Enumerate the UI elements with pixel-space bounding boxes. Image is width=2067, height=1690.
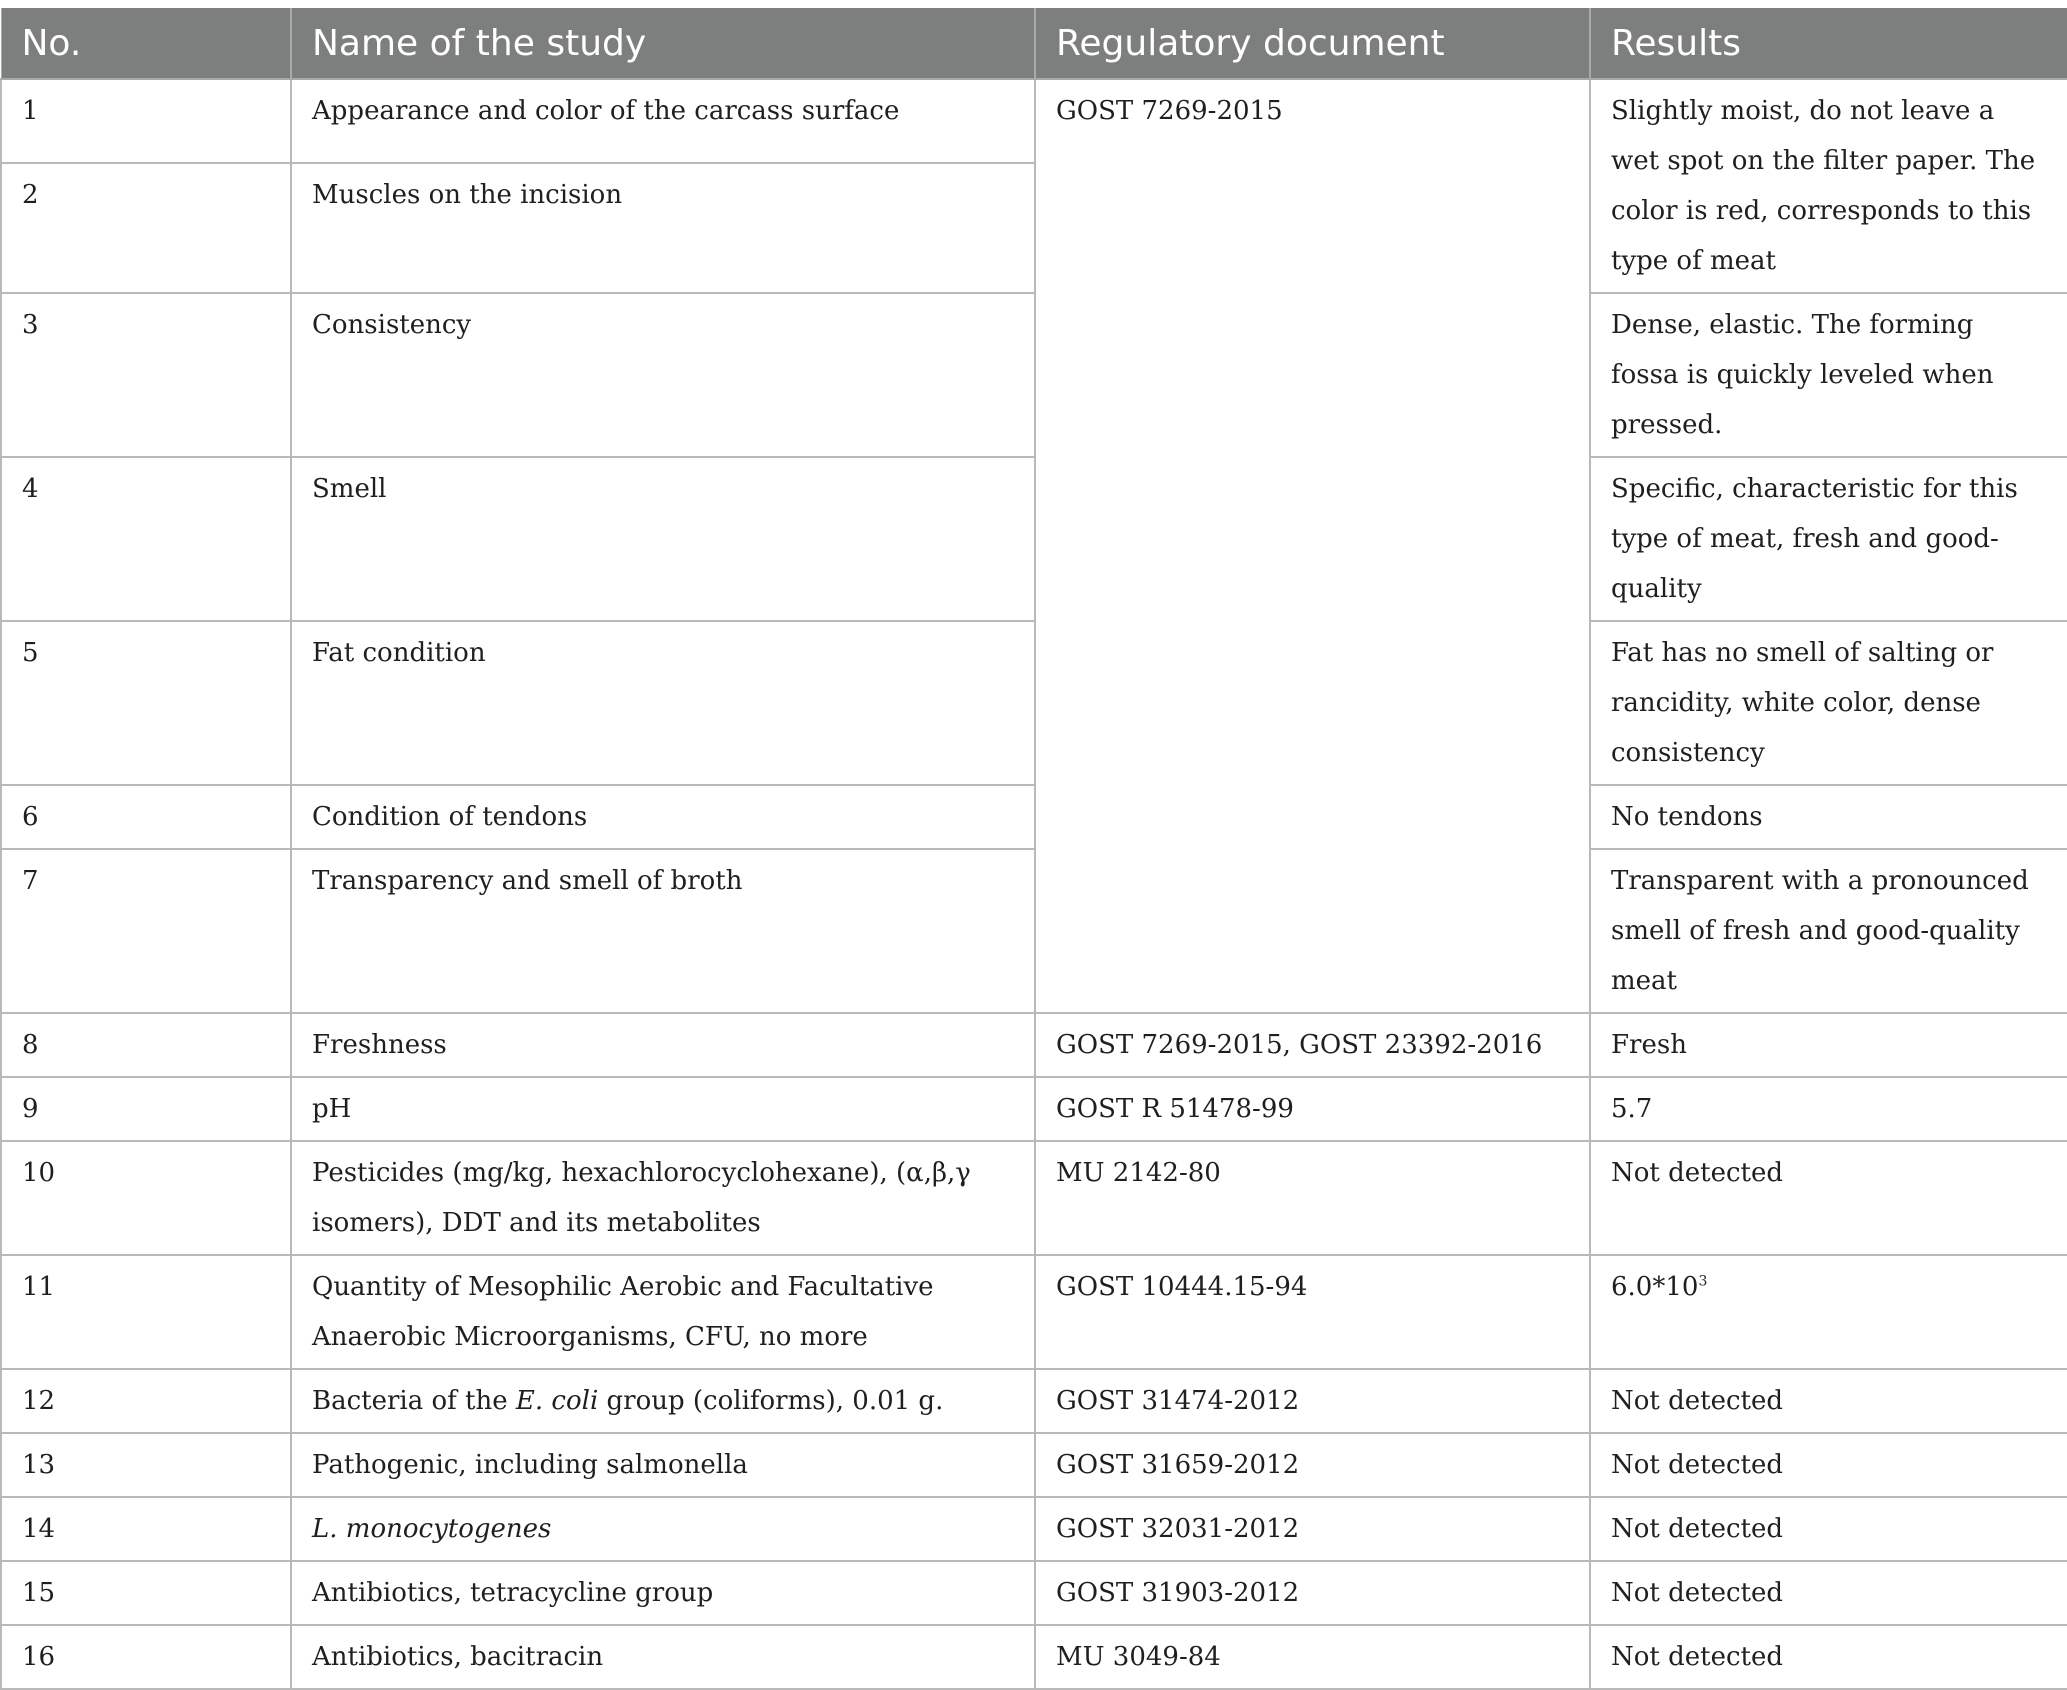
cell-no: 5 [1,621,291,785]
table-row [1,79,2067,163]
cell-name: Fat condition [291,621,1035,785]
cell-result: Not detected [1590,1625,2067,1689]
cell-regulatory: GOST 32031-2012 [1035,1497,1590,1561]
name-part: group (coliforms), 0.01 g. [598,1386,944,1416]
cell-regulatory: GOST 31659-2012 [1035,1433,1590,1497]
cell-name: Smell [291,457,1035,621]
cell-name [291,1497,1035,1561]
cell-regulatory: GOST 31474-2012 [1035,1369,1590,1433]
cell-regulatory: GOST 10444.15-94 [1035,1255,1590,1369]
cell-regulatory: MU 2142-80 [1035,1141,1590,1255]
table-row [1,1369,2067,1433]
table-row [1,785,2067,849]
cell-result: Fresh [1590,1013,2067,1077]
cell-name: Quantity of Mesophilic Aerobic and Facultative Anaerobic Microorganisms, CFU, no more [291,1255,1035,1369]
cell-name: Transparency and smell of broth [291,849,1035,1013]
cell-result: Not detected [1590,1497,2067,1561]
cell-no: 11 [1,1255,291,1369]
header-results: Results [1590,8,2067,79]
cell-result: Not detected [1590,1141,2067,1255]
table-row [1,621,2067,785]
cell-name: Appearance and color of the carcass surface [291,79,1035,163]
cell-no: 10 [1,1141,291,1255]
cell-name: Antibiotics, tetracycline group [291,1561,1035,1625]
cell-result: Dense, elastic. The forming fossa is quickly leveled when pressed. [1590,293,2067,457]
cell-regulatory-merged: GOST 7269-2015 [1035,79,1590,1013]
header-name: Name of the study [291,8,1035,79]
cell-name: Consistency [291,293,1035,457]
cell-no: 3 [1,293,291,457]
cell-result: Not detected [1590,1561,2067,1625]
cell-result: Not detected [1590,1433,2067,1497]
cell-no: 16 [1,1625,291,1689]
cell-regulatory: GOST R 51478-99 [1035,1077,1590,1141]
results-table-container [0,8,2067,1690]
cell-result: 5.7 [1590,1077,2067,1141]
table-row [1,849,2067,1013]
cell-no: 1 [1,79,291,163]
cell-name: Pathogenic, including salmonella [291,1433,1035,1497]
result-base: 6.0*10 [1611,1272,1699,1302]
header-no: No. [1,8,291,79]
cell-result: Specific, characteristic for this type of meat, fresh and good-quality [1590,457,2067,621]
cell-regulatory: GOST 31903-2012 [1035,1561,1590,1625]
cell-name: Freshness [291,1013,1035,1077]
cell-name: pH [291,1077,1035,1141]
cell-no: 6 [1,785,291,849]
cell-no: 2 [1,163,291,294]
table-row [1,1497,2067,1561]
table-row [1,1255,2067,1369]
table-header-row [1,8,2067,79]
header-regulatory: Regulatory document [1035,8,1590,79]
result-exponent: 3 [1698,1273,1708,1290]
cell-regulatory: MU 3049-84 [1035,1625,1590,1689]
cell-result-merged: Slightly moist, do not leave a wet spot on the filter paper. The color is red, corresponds to this type of meat [1590,79,2067,293]
cell-regulatory: GOST 7269-2015, GOST 23392-2016 [1035,1013,1590,1077]
cell-result [1590,1255,2067,1369]
cell-name: Condition of tendons [291,785,1035,849]
table-row [1,1077,2067,1141]
table-row [1,457,2067,621]
name-part: Bacteria of the [312,1386,516,1416]
name-italic: E. coli [515,1386,599,1416]
table-row [1,1433,2067,1497]
cell-name: Pesticides (mg/kg, hexachlorocyclohexane), (α,β,γ isomers), DDT and its metabolites [291,1141,1035,1255]
cell-name [291,1369,1035,1433]
table-row [1,1013,2067,1077]
results-table [0,8,2067,1690]
cell-no: 7 [1,849,291,1013]
cell-no: 15 [1,1561,291,1625]
cell-no: 12 [1,1369,291,1433]
cell-result: Not detected [1590,1369,2067,1433]
cell-result: No tendons [1590,785,2067,849]
cell-name: Antibiotics, bacitracin [291,1625,1035,1689]
cell-result: Fat has no smell of salting or rancidity, white color, dense consistency [1590,621,2067,785]
table-row [1,1561,2067,1625]
cell-result: Transparent with a pronounced smell of fresh and good-quality meat [1590,849,2067,1013]
name-italic: L. monocytogenes [312,1514,552,1544]
cell-name: Muscles on the incision [291,163,1035,294]
cell-no: 9 [1,1077,291,1141]
table-row [1,293,2067,457]
table-row [1,1625,2067,1689]
table-row [1,1141,2067,1255]
cell-no: 8 [1,1013,291,1077]
cell-no: 13 [1,1433,291,1497]
cell-no: 14 [1,1497,291,1561]
cell-no: 4 [1,457,291,621]
